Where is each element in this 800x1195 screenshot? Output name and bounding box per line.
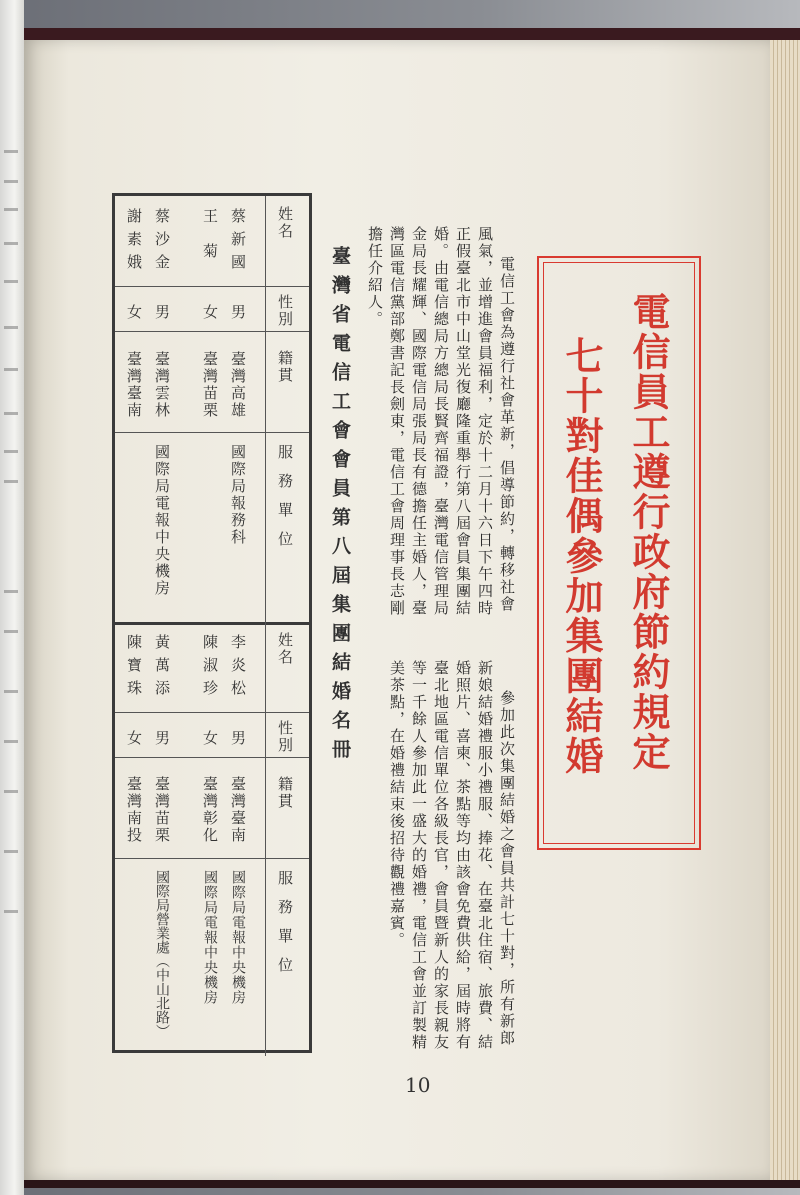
headline-line-1: 電信員工遵行政府節約規定 — [626, 292, 671, 772]
table-row-origin: 臺灣彰化 — [201, 776, 219, 844]
table-row-name: 陳寶珠 — [125, 634, 143, 703]
table-row-sex: 女 — [125, 730, 143, 747]
roster-heading: 臺灣省電信工會會員第八屆集團結婚名冊 — [329, 246, 351, 768]
article-paragraph-2: 參加此次集團結婚之會員共計七十對，所有新郎新娘結婚禮服小禮服、捧花、在臺北住宿、旅費、結婚照片、喜柬、茶點等均由該會免費供給，屆時將有臺北地區電信單位各級長官，會員暨新人的家長親友等一千餘人參加此一盛大的婚禮，電信工會並訂製精美茶點，在婚禮結束後招待觀禮嘉賓。 — [388, 660, 516, 1051]
table-row-name: 謝素娥 — [125, 208, 143, 277]
column-header-unit: 服務單位 — [276, 870, 294, 986]
table-row-origin: 臺灣高雄 — [229, 351, 247, 419]
facing-page-text-fragments — [2, 150, 22, 950]
table-row-unit: 國際局電報中央機房 — [230, 870, 246, 1005]
column-header-name: 姓名 — [276, 632, 294, 666]
table-row-unit: 國際局電報中央機房 — [153, 444, 171, 597]
table-row-sex: 男 — [229, 304, 247, 321]
headline-line-2: 七十對佳偶參加集團結婚 — [559, 336, 604, 776]
table-row-unit: 國際局報務科 — [229, 444, 247, 546]
column-header-sex: 性別 — [276, 720, 294, 754]
page-block-edge — [770, 40, 800, 1180]
roster-table — [112, 193, 312, 1053]
facing-page-edge — [0, 0, 24, 1195]
column-header-origin: 籍貫 — [276, 350, 294, 384]
table-row-sex: 男 — [229, 730, 247, 747]
table-row-origin: 臺灣臺南 — [229, 776, 247, 844]
article-paragraph-1: 電信工會為遵行社會革新，倡導節約，轉移社會風氣，並增進會員福利，定於十二月十六日下午四時正假臺北市中山堂光復廳隆重舉行第八屆會員集團結婚。由電信總局方總局長賢齊福證，臺灣電信管理局金局長耀輝、國際電信局張局長有德擔任主婚人，臺灣區電信黨部鄭書記長劍東，電信工會周理事長志剛擔任介紹人。 — [366, 226, 516, 617]
table-row-name: 蔡沙金 — [153, 208, 171, 277]
table-half-divider — [115, 622, 309, 625]
column-header-name: 姓名 — [276, 206, 294, 240]
table-row-origin: 臺灣南投 — [125, 776, 143, 844]
column-header-sex: 性別 — [276, 294, 294, 328]
table-row-name: 黃萬添 — [153, 634, 171, 703]
table-row-origin: 臺灣雲林 — [153, 351, 171, 419]
table-row-name: 王菊 — [201, 208, 219, 278]
table-row-sex: 女 — [125, 304, 143, 321]
table-row-unit: 國際局營業處（中山北路） — [154, 870, 170, 1038]
table-row-sex: 男 — [153, 304, 171, 321]
table-row-name: 蔡新國 — [229, 208, 247, 277]
table-row-origin: 臺灣臺南 — [125, 351, 143, 419]
headline-box — [537, 256, 701, 850]
table-row-sex: 男 — [153, 730, 171, 747]
table-row-name: 李炎松 — [229, 634, 247, 703]
column-header-unit: 服務單位 — [276, 444, 294, 560]
table-row-origin: 臺灣苗栗 — [153, 776, 171, 844]
column-header-origin: 籍貫 — [276, 776, 294, 810]
page-number: 10 — [405, 1073, 431, 1097]
table-row-origin: 臺灣苗栗 — [201, 351, 219, 419]
table-row-unit: 國際局電報中央機房 — [202, 870, 218, 1005]
table-row-sex: 女 — [201, 304, 219, 321]
table-row-name: 陳淑珍 — [201, 634, 219, 703]
table-row-sex: 女 — [201, 730, 219, 747]
